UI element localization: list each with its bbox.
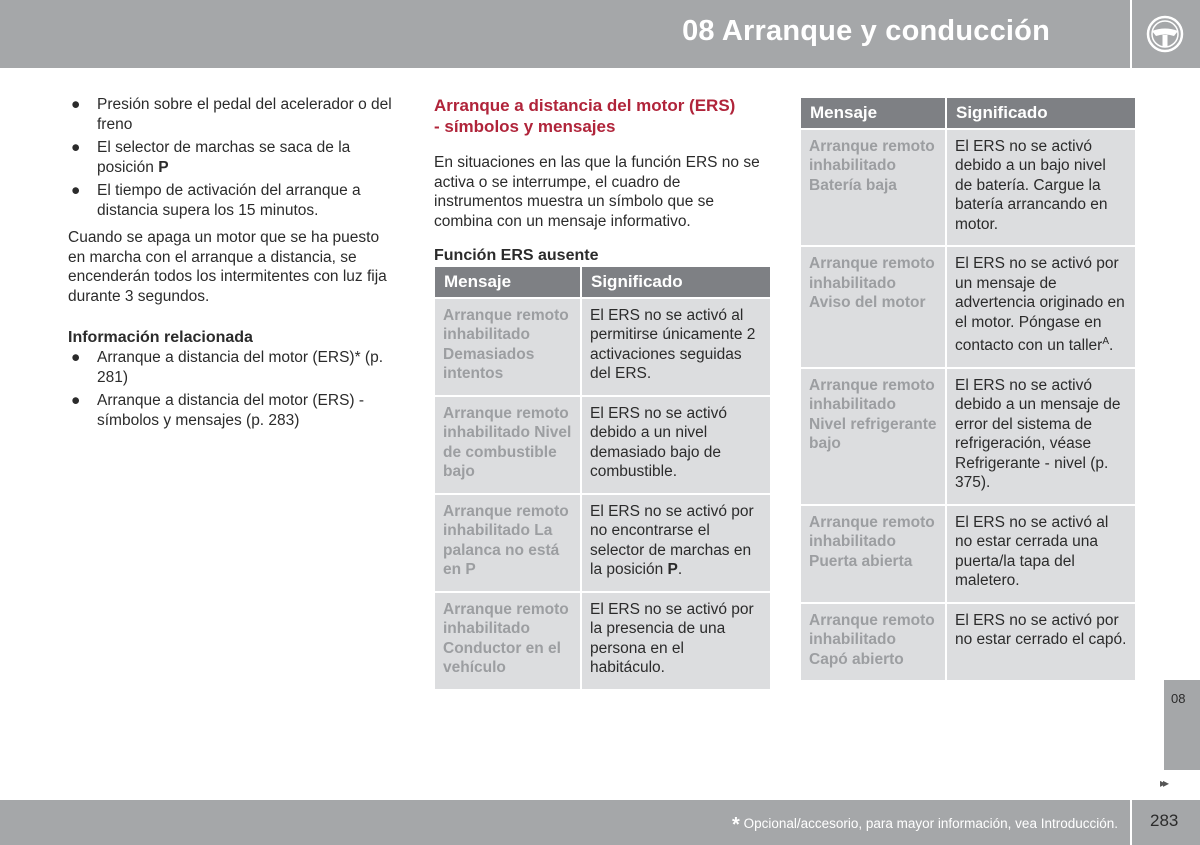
- chapter-number: 08: [1171, 691, 1186, 706]
- steering-wheel-icon: [1145, 14, 1185, 54]
- ers-messages-table-2: [799, 96, 1137, 682]
- section-title: Arranque a distancia del motor (ERS) - símbolos y mensajes: [434, 96, 736, 136]
- message-cell: Arranque remoto inhabilitado La palanca no está en P: [435, 495, 580, 591]
- table-row: [801, 130, 1135, 246]
- table-row: [801, 506, 1135, 602]
- intro-paragraph: En situaciones en las que la función ERS no se activa o se interrumpe, el cuadro de instrumentos muestra un símbolo que se combina con un mensaje informativo.: [434, 154, 760, 230]
- footer-bar: [0, 800, 1130, 845]
- chapter-side-tab[interactable]: [1164, 680, 1200, 770]
- related-info-heading: Información relacionada: [68, 329, 253, 346]
- table-row: [435, 397, 770, 493]
- table-row: [801, 604, 1135, 681]
- table-row: [801, 369, 1135, 504]
- message-cell: Arranque remoto inhabilitado Aviso del motor: [801, 247, 945, 367]
- middle-column: [434, 95, 769, 266]
- column-header: Mensaje: [435, 267, 580, 297]
- column-header: Mensaje: [801, 98, 945, 128]
- column-header: Significado: [947, 98, 1135, 128]
- meaning-cell: El ERS no se activó por no estar cerrado el capó.: [947, 604, 1135, 681]
- list-item: ● Presión sobre el pedal del acelerador o del freno: [71, 96, 392, 133]
- chapter-icon-box: [1132, 0, 1200, 68]
- column-header: Significado: [582, 267, 770, 297]
- ers-messages-table-1: [433, 265, 772, 691]
- list-item: ● El selector de marchas se saca de la posición P: [71, 139, 351, 176]
- table-row: [435, 593, 770, 689]
- subsection-title: Función ERS ausente: [434, 247, 599, 264]
- table-row: [801, 247, 1135, 367]
- conditions-list: [68, 95, 398, 220]
- message-cell: Arranque remoto inhabilitado Demasiados intentos: [435, 299, 580, 395]
- table-row: [435, 299, 770, 395]
- related-links-list: [68, 348, 398, 430]
- table-row: [435, 495, 770, 591]
- related-link[interactable]: ● Arranque a distancia del motor (ERS)* (p. 281): [71, 349, 384, 386]
- message-cell: Arranque remoto inhabilitado Capó abierto: [801, 604, 945, 681]
- meaning-cell: El ERS no se activó debido a un bajo nivel de batería. Cargue la batería arrancando en motor.: [947, 130, 1135, 246]
- meaning-cell: El ERS no se activó al permitirse únicamente 2 activaciones seguidas del ERS.: [582, 299, 770, 395]
- message-cell: Arranque remoto inhabilitado Conductor en el vehículo: [435, 593, 580, 689]
- message-cell: Arranque remoto inhabilitado Batería baja: [801, 130, 945, 246]
- meaning-cell: El ERS no se activó por un mensaje de advertencia originado en el motor. Póngase en contacto con un taller$^A$.: [947, 247, 1135, 367]
- meaning-cell: El ERS no se activó por no encontrarse el selector de marchas en la posición P.: [582, 495, 770, 591]
- chapter-title: 08 Arranque y conducción: [682, 15, 1050, 47]
- related-link[interactable]: ● Arranque a distancia del motor (ERS) - símbolos y mensajes (p. 283): [71, 392, 365, 429]
- meaning-cell: El ERS no se activó por la presencia de una persona en el habitáculo.: [582, 593, 770, 689]
- page-number: 283: [1150, 811, 1179, 830]
- chapter-header: [0, 0, 1130, 68]
- paragraph: Cuando se apaga un motor que se ha puesto en marcha con el arranque a distancia, se encenderán todos los intermitentes con luz fija durante 3 segundos.: [68, 229, 387, 305]
- footer-note: * Opcional/accesorio, para mayor información, vea Introducción.: [732, 814, 1118, 836]
- meaning-cell: El ERS no se activó debido a un nivel demasiado bajo de combustible.: [582, 397, 770, 493]
- meaning-cell: El ERS no se activó al no estar cerrada una puerta/la tapa del maletero.: [947, 506, 1135, 602]
- left-column: [68, 95, 398, 434]
- message-cell: Arranque remoto inhabilitado Nivel de combustible bajo: [435, 397, 580, 493]
- message-cell: Arranque remoto inhabilitado Nivel refrigerante bajo: [801, 369, 945, 504]
- message-cell: Arranque remoto inhabilitado Puerta abierta: [801, 506, 945, 602]
- meaning-cell: El ERS no se activó debido a un mensaje de error del sistema de refrigeración, véase Refrigerante - nivel (p. 375).: [947, 369, 1135, 504]
- list-item: ● El tiempo de activación del arranque a distancia supera los 15 minutos.: [71, 182, 361, 219]
- page-number-box: [1132, 800, 1200, 845]
- next-page-arrows-icon[interactable]: ▸▸: [1160, 776, 1167, 790]
